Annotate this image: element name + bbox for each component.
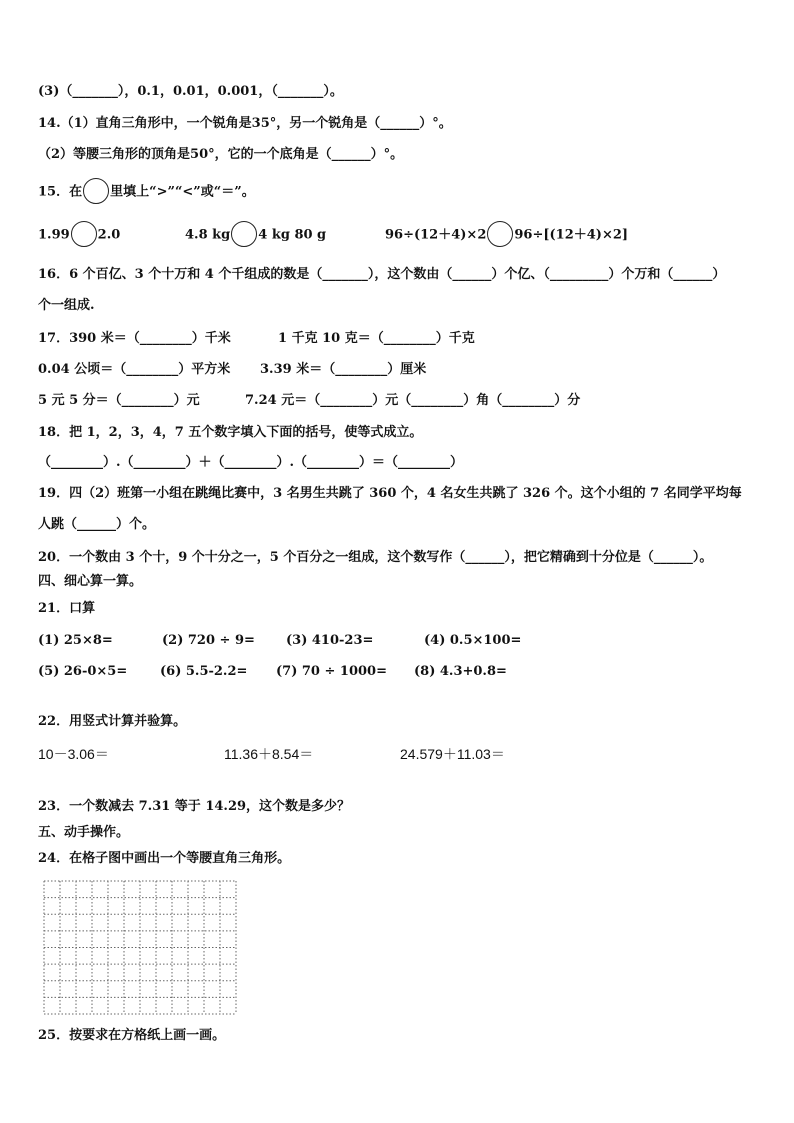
blank-circle-icon [83, 178, 109, 204]
question-21: 21．口算 [38, 601, 96, 616]
compare-3-left: 96÷(12＋4)×2 [385, 227, 487, 243]
oral-calc-2: (2) 720 ÷ 9= [162, 633, 255, 648]
oral-calc-3: (3) 410-23= [286, 633, 374, 648]
compare-2-left: 4.8 kg [185, 227, 231, 243]
q17-item5: 5 元 5 分＝（________）元 [38, 393, 200, 408]
oral-calc-row1 [38, 632, 521, 650]
oral-calc-7: (7) 70 ÷ 1000= [276, 664, 387, 679]
q17-item6: 7.24 元＝（________）元（________）角（________）分 [245, 393, 581, 408]
question-16-line2: 个一组成. [38, 298, 95, 313]
compare-row [38, 222, 628, 248]
question-18-equation: （________）.（________）＋（________）.（________）＝（________） [38, 455, 464, 470]
question-17-row1 [38, 330, 475, 348]
question-18: 18．把 1，2，3，4，7 五个数字填入下面的括号，使等式成立。 [38, 425, 423, 440]
question-17-row2 [38, 361, 426, 379]
q17-item2: 1 千克 10 克＝（________）千克 [278, 331, 475, 346]
vertical-calc-1: 10－3.06＝ [38, 746, 109, 762]
q15-prefix: 15．在 [38, 184, 83, 200]
vertical-calc-3: 24.579＋11.03＝ [400, 746, 505, 762]
section-5-heading: 五、动手操作。 [38, 825, 130, 840]
compare-3-right: 96÷[(12＋4)×2] [514, 227, 629, 243]
question-14-part2: （2）等腰三角形的顶角是50°，它的一个底角是（______）°。 [38, 147, 404, 162]
q17-item4: 3.39 米＝（________）厘米 [260, 362, 427, 377]
question-20: 20．一个数由 3 个十，9 个十分之一，5 个百分之一组成，这个数写作（______），把它精确到十分位是（______）。 [38, 550, 713, 565]
vertical-calc-row [38, 745, 505, 763]
q17-item3: 0.04 公顷＝（________）平方米 [38, 362, 231, 377]
compare-1-left: 1.99 [38, 227, 70, 243]
question-22: 22．用竖式计算并验算。 [38, 714, 187, 729]
question-16-line1: 16．6 个百亿、3 个十万和 4 个千组成的数是（_______），这个数由（______）个亿、（_________）个万和（______） [38, 267, 726, 282]
question-17-row3 [38, 392, 580, 410]
oral-calc-4: (4) 0.5×100= [424, 633, 522, 648]
compare-2-right: 4 kg 80 g [258, 227, 327, 243]
question-19-line1: 19．四（2）班第一小组在跳绳比赛中，3 名男生共跳了 360 个，4 名女生共跳了 326 个。这个小组的 7 名同学平均每 [38, 486, 742, 501]
q17-item1: 17．390 米＝（________）千米 [38, 331, 231, 346]
question-14-part1: 14.（1）直角三角形中，一个锐角是35°，另一个锐角是（______）°。 [38, 116, 452, 131]
question-19-line2: 人跳（______）个。 [38, 517, 156, 532]
question-23: 23．一个数减去 7.31 等于 14.29，这个数是多少？ [38, 799, 351, 814]
compare-1-right: 2.0 [97, 227, 121, 243]
oral-calc-6: (6) 5.5-2.2= [160, 664, 248, 679]
oral-calc-row2 [38, 663, 507, 681]
question-24: 24．在格子图中画出一个等腰直角三角形。 [38, 851, 291, 866]
dotted-grid[interactable] [43, 880, 237, 1015]
question-25: 25．按要求在方格纸上画一画。 [38, 1028, 226, 1043]
oral-calc-8: (8) 4.3+0.8= [414, 664, 507, 679]
blank-circle-icon [71, 221, 97, 247]
question-13-part3: (3)（_______），0.1，0.01，0.001，（_______）。 [38, 84, 343, 99]
question-15 [38, 179, 255, 205]
blank-circle-icon [231, 221, 257, 247]
oral-calc-1: (1) 25×8= [38, 633, 113, 648]
q15-suffix: 里填上“>”“<”或“＝”。 [110, 184, 255, 200]
oral-calc-5: (5) 26-0×5= [38, 664, 128, 679]
section-4-heading: 四、细心算一算。 [38, 574, 143, 589]
vertical-calc-2: 11.36＋8.54＝ [224, 746, 314, 762]
blank-circle-icon [487, 221, 513, 247]
